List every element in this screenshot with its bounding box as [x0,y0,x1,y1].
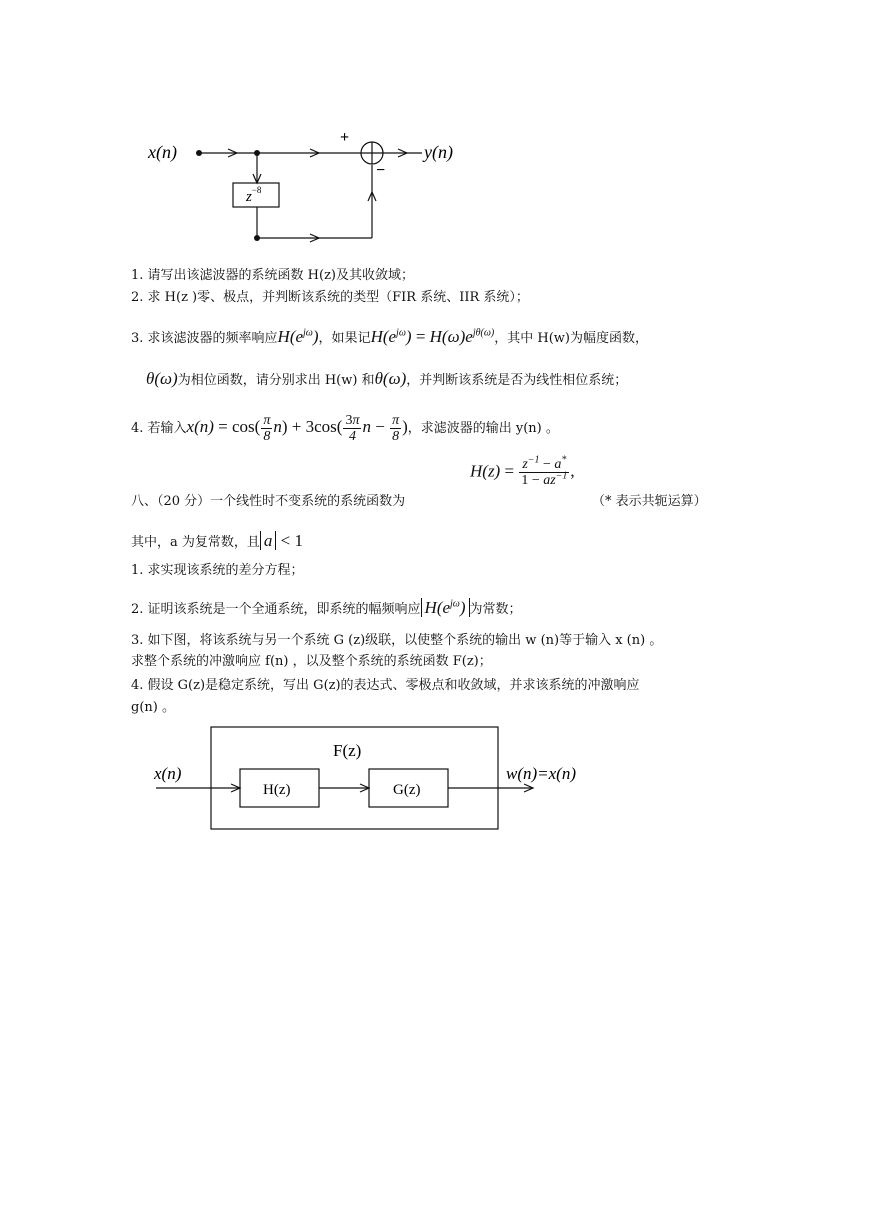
q7-item-2: 2. 求 H(z )零、极点，并判断该系统的类型（FIR 系统、IIR 系统）； [131,290,529,305]
system-function-formula: H(z) = $\frac{z^{-1} - a^*}{1 - az^{-1}}$ , [470,454,575,488]
q7-item-3-text-c: ，其中 H(w)为幅度函数， [494,331,648,346]
output-label: w(n)=x(n) [506,764,577,783]
input-label: x(n) [154,764,182,783]
plus-sign: + [340,129,350,146]
filter-block-diagram [140,125,470,250]
q7-item-3-line-2 [146,366,627,394]
q7-item-3-line-2-text-a: 为相位函数，请分别求出 H(w) 和 [177,373,375,388]
amplitude-phase-formula: $H(e^{j\omega}) = H(\omega)e^{j\theta(\omega)}$ [370,327,495,346]
q7-item-3-line-2-text-b: ，并判断该系统是否为线性相位系统； [406,373,628,388]
q8-item-2-text-a: 2. 证明该系统是一个全通系统，即系统的幅频响应 [131,602,421,617]
output-label: y(n) [424,142,453,162]
a-magnitude-condition: a < 1 [260,531,303,550]
q8-item-2-text-b: 为常数； [469,602,522,617]
q7-item-4-text-b: ，求滤波器的输出 y(n) 。 [407,421,559,436]
q8-item-3-line-1: 3. 如下图，将该系统与另一个系统 G (z)级联，以使整个系统的输出 w (n)等于输入 x (n) 。 [131,633,663,648]
q8-condition-text: 其中，a 为复常数，且 [131,535,260,550]
q7-item-3-text-a: 3. 求该滤波器的频率响应 [131,331,278,346]
theta-symbol: θ(ω) [146,369,178,388]
outer-label: F(z) [333,741,362,760]
q7-item-4 [131,404,559,452]
input-signal-formula: x(n) = cos( $\frac{\pi}{8}$ n) + 3cos( $\frac{3\pi}{4}$ n − $\frac{\pi}{8}$ ) [186,412,408,444]
q8-item-3-line-2: 求整个系统的冲激响应 f(n) ，以及整个系统的系统函数 F(z)； [131,654,492,669]
q7-item-4-text-a: 4. 若输入 [131,421,187,436]
minus-sign: − [376,162,386,179]
q8-condition [131,527,303,557]
q8-item-1: 1. 求实现该系统的差分方程； [131,563,304,578]
cascade-block-diagram [130,725,600,835]
freq-response-formula: $H(e^{j\omega})$ [277,327,319,346]
input-label: x(n) [148,142,177,162]
delay-label: $z^{-8}$ [246,185,262,205]
block-g-label: G(z) [393,782,421,798]
q8-item-2 [131,595,522,623]
q7-item-3-text-b: ，如果记 [318,331,371,346]
theta-symbol: θ(ω) [374,369,407,388]
magnitude-response-formula: $H(e^{j\omega})$ [421,598,470,617]
q8-conjugate-note: （* 表示共轭运算） [592,494,707,509]
q7-item-1: 1. 请写出该滤波器的系统函数 H(z)及其收敛域； [131,268,414,283]
q8-intro: 八、（20 分）一个线性时不变系统的系统函数为 [131,494,406,509]
block-h-label: H(z) [263,782,291,798]
q7-item-3 [131,322,648,354]
q8-item-4-line-2: g(n) 。 [131,700,175,715]
q8-item-4-line-1: 4. 假设 G(z)是稳定系统，写出 G(z)的表达式、零极点和收敛域，并求该系统的冲激响应 [131,678,640,693]
